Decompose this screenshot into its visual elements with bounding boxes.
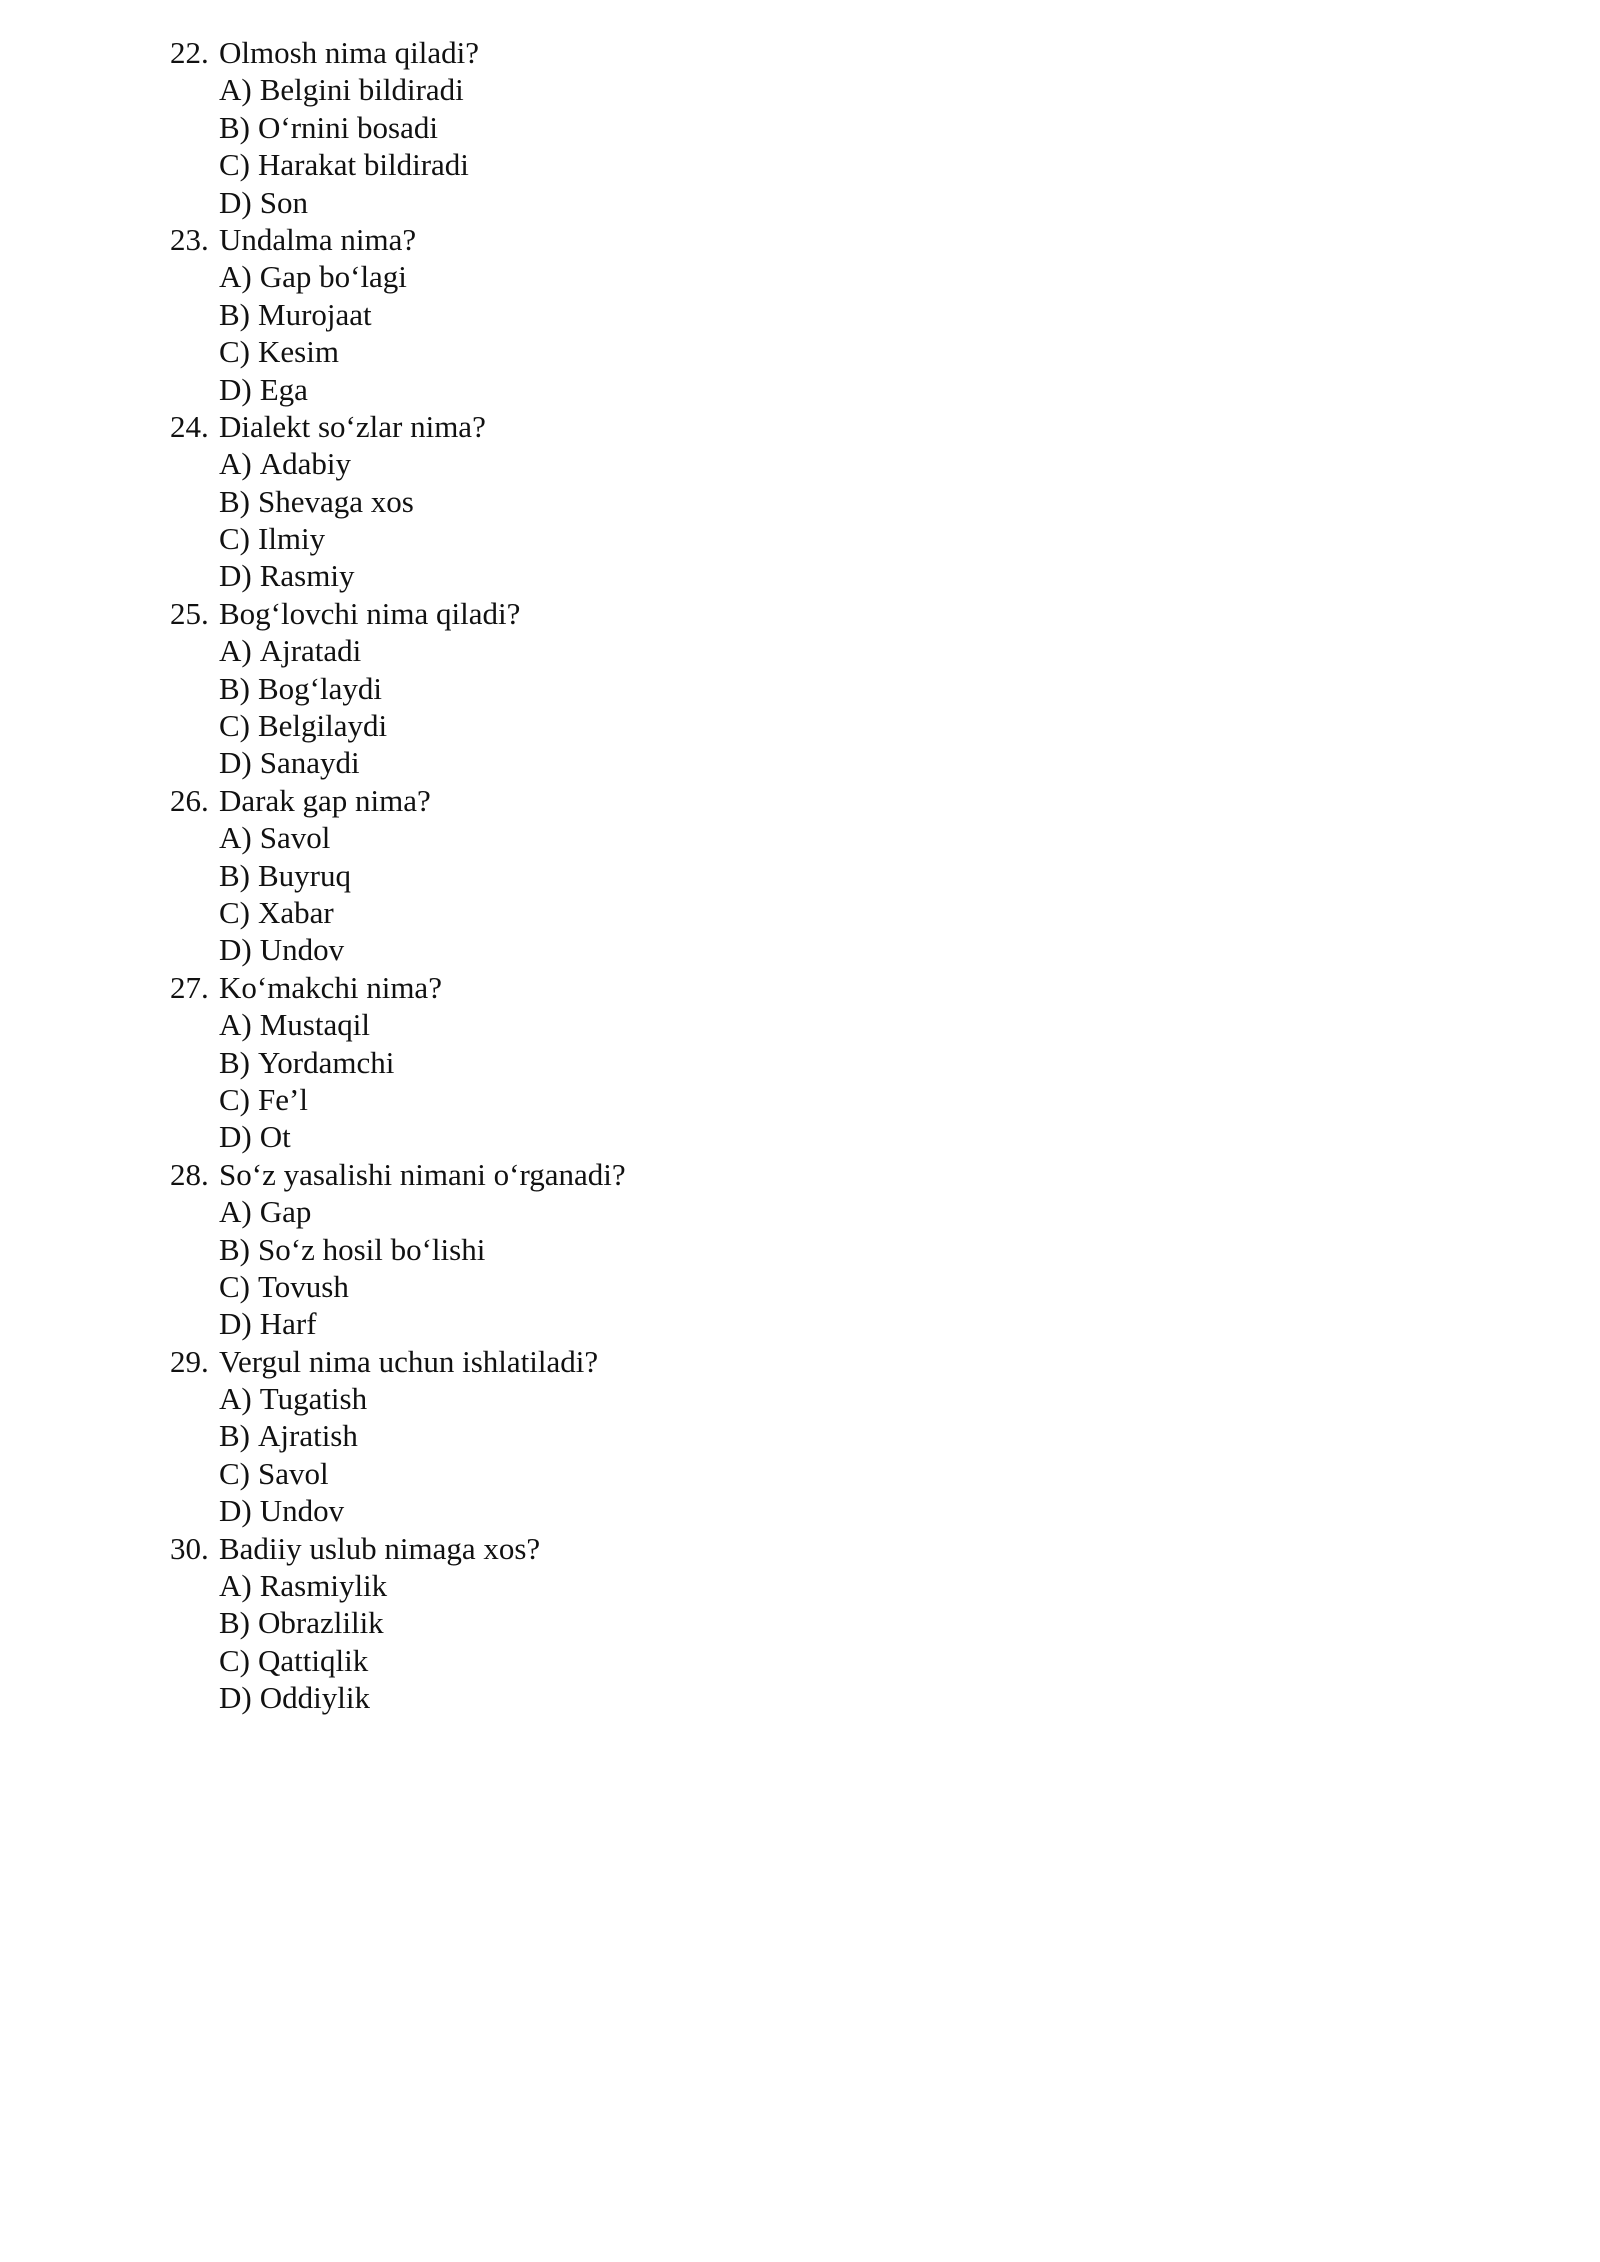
question-item [170,969,1470,1156]
answer-option [219,1231,1470,1268]
question-number: 22. [170,35,209,70]
answer-option [219,857,1470,894]
answer-option [219,1604,1470,1641]
option-letter: B) [219,670,250,706]
option-letter: C) [219,1081,250,1117]
option-text: Oddiylik [259,1680,370,1716]
option-letter: C) [219,1642,250,1678]
answer-option [219,1380,1470,1417]
question-line [170,221,1470,258]
option-text: Savol [259,820,331,856]
option-letter: D) [219,371,252,407]
question-line [170,969,1470,1006]
answer-option [219,483,1470,520]
option-text: Ajratadi [259,633,362,669]
answer-option [219,1118,1470,1155]
answer-options [170,445,1470,595]
option-text: Buyruq [258,857,351,893]
option-letter: B) [219,857,250,893]
answer-option [219,1417,1470,1454]
option-letter: A) [219,446,252,482]
option-letter: B) [219,1418,250,1454]
answer-option [219,1679,1470,1716]
option-letter: D) [219,932,252,968]
question-item [170,408,1470,595]
question-number: 30. [170,1530,209,1566]
question-item [170,595,1470,782]
option-text: Undov [259,932,345,968]
question-text: Badiiy uslub nimaga xos? [219,1530,541,1566]
question-number: 29. [170,1343,209,1379]
answer-option [219,146,1470,183]
option-letter: B) [219,1605,250,1641]
option-text: Tugatish [259,1381,368,1417]
option-text: Son [259,184,308,220]
option-text: Qattiqlik [258,1642,369,1678]
answer-option [219,1006,1470,1043]
question-item [170,34,1470,221]
question-text: Bog‘lovchi nima qiladi? [219,595,521,631]
answer-option [219,296,1470,333]
option-text: Gap [259,1194,312,1230]
question-item [170,1530,1470,1717]
option-text: Bog‘laydi [258,670,382,706]
question-item [170,221,1470,408]
answer-option [219,931,1470,968]
option-letter: B) [219,1044,250,1080]
option-text: Ot [259,1119,291,1155]
answer-options [170,71,1470,221]
option-text: Shevaga xos [258,483,414,519]
question-item [170,782,1470,969]
answer-options [170,819,1470,969]
answer-option [219,1455,1470,1492]
answer-option [219,707,1470,744]
answer-options [170,258,1470,408]
option-letter: D) [219,1119,252,1155]
option-letter: D) [219,558,252,594]
answer-option [219,744,1470,781]
option-letter: D) [219,745,252,781]
question-item [170,1156,1470,1343]
option-letter: C) [219,1268,250,1304]
question-list [170,34,1470,1717]
answer-option [219,894,1470,931]
option-letter: A) [219,259,252,295]
option-letter: C) [219,1455,250,1491]
answer-option [219,1642,1470,1679]
answer-option [219,1567,1470,1604]
option-letter: C) [219,334,250,370]
answer-option [219,71,1470,108]
option-text: Ilmiy [258,521,326,557]
option-text: So‘z hosil bo‘lishi [258,1231,486,1267]
question-number: 25. [170,595,209,631]
option-text: Obrazlilik [258,1605,384,1641]
question-text: Olmosh nima qiladi? [219,35,480,70]
question-text: Undalma nima? [219,221,417,257]
option-letter: D) [219,1306,252,1342]
option-letter: B) [219,109,250,145]
question-number: 23. [170,221,209,257]
question-number: 24. [170,408,209,444]
question-line [170,34,1470,71]
option-letter: D) [219,1680,252,1716]
question-number: 26. [170,782,209,818]
option-text: Rasmiylik [259,1568,388,1604]
question-text: Ko‘makchi nima? [219,969,442,1005]
answer-option [219,520,1470,557]
question-number: 27. [170,969,209,1005]
option-letter: A) [219,1381,252,1417]
answer-options [170,632,1470,782]
option-letter: A) [219,1194,252,1230]
answer-option [219,258,1470,295]
answer-option [219,371,1470,408]
question-text: Dialekt so‘zlar nima? [219,408,486,444]
answer-option [219,184,1470,221]
option-letter: D) [219,184,252,220]
option-text: Harf [259,1306,317,1342]
option-text: Ajratish [258,1418,358,1454]
option-text: Belgini bildiradi [259,72,464,108]
option-text: Adabiy [259,446,351,482]
option-text: Xabar [258,894,334,930]
answer-option [219,1492,1470,1529]
answer-option [219,557,1470,594]
option-text: Undov [259,1493,345,1529]
option-letter: B) [219,483,250,519]
option-text: Murojaat [258,296,372,332]
question-text: Darak gap nima? [219,782,431,818]
option-text: Gap bo‘lagi [259,259,407,295]
question-line [170,595,1470,632]
option-text: Rasmiy [259,558,355,594]
answer-option [219,1044,1470,1081]
option-letter: C) [219,894,250,930]
answer-option [219,109,1470,146]
option-letter: A) [219,72,252,108]
option-text: Mustaqil [259,1007,370,1043]
option-text: Harakat bildiradi [258,147,469,183]
option-letter: C) [219,708,250,744]
question-line [170,782,1470,819]
answer-options [170,1193,1470,1343]
answer-option [219,1305,1470,1342]
question-text: Vergul nima uchun ishlatiladi? [219,1343,599,1379]
option-letter: A) [219,633,252,669]
option-text: Tovush [258,1268,349,1304]
answer-option [219,1081,1470,1118]
option-text: Sanaydi [259,745,360,781]
option-letter: A) [219,820,252,856]
answer-options [170,1567,1470,1717]
answer-option [219,445,1470,482]
answer-option [219,1193,1470,1230]
question-number: 28. [170,1156,209,1192]
option-letter: A) [219,1007,252,1043]
question-text: So‘z yasalishi nimani o‘rganadi? [219,1156,626,1192]
answer-option [219,670,1470,707]
answer-option [219,819,1470,856]
option-text: Yordamchi [258,1044,395,1080]
question-item [170,1343,1470,1530]
question-line [170,1530,1470,1567]
option-text: Ega [259,371,308,407]
answer-option [219,632,1470,669]
question-line [170,1343,1470,1380]
question-line [170,1156,1470,1193]
answer-option [219,1268,1470,1305]
option-letter: B) [219,296,250,332]
option-text: Savol [258,1455,329,1491]
option-text: O‘rnini bosadi [258,109,438,145]
answer-options [170,1006,1470,1156]
option-text: Kesim [258,334,339,370]
option-letter: C) [219,521,250,557]
option-letter: B) [219,1231,250,1267]
option-letter: C) [219,147,250,183]
option-letter: D) [219,1493,252,1529]
answer-options [170,1380,1470,1530]
option-text: Fe’l [258,1081,308,1117]
question-line [170,408,1470,445]
answer-option [219,333,1470,370]
option-text: Belgilaydi [258,708,388,744]
option-letter: A) [219,1568,252,1604]
